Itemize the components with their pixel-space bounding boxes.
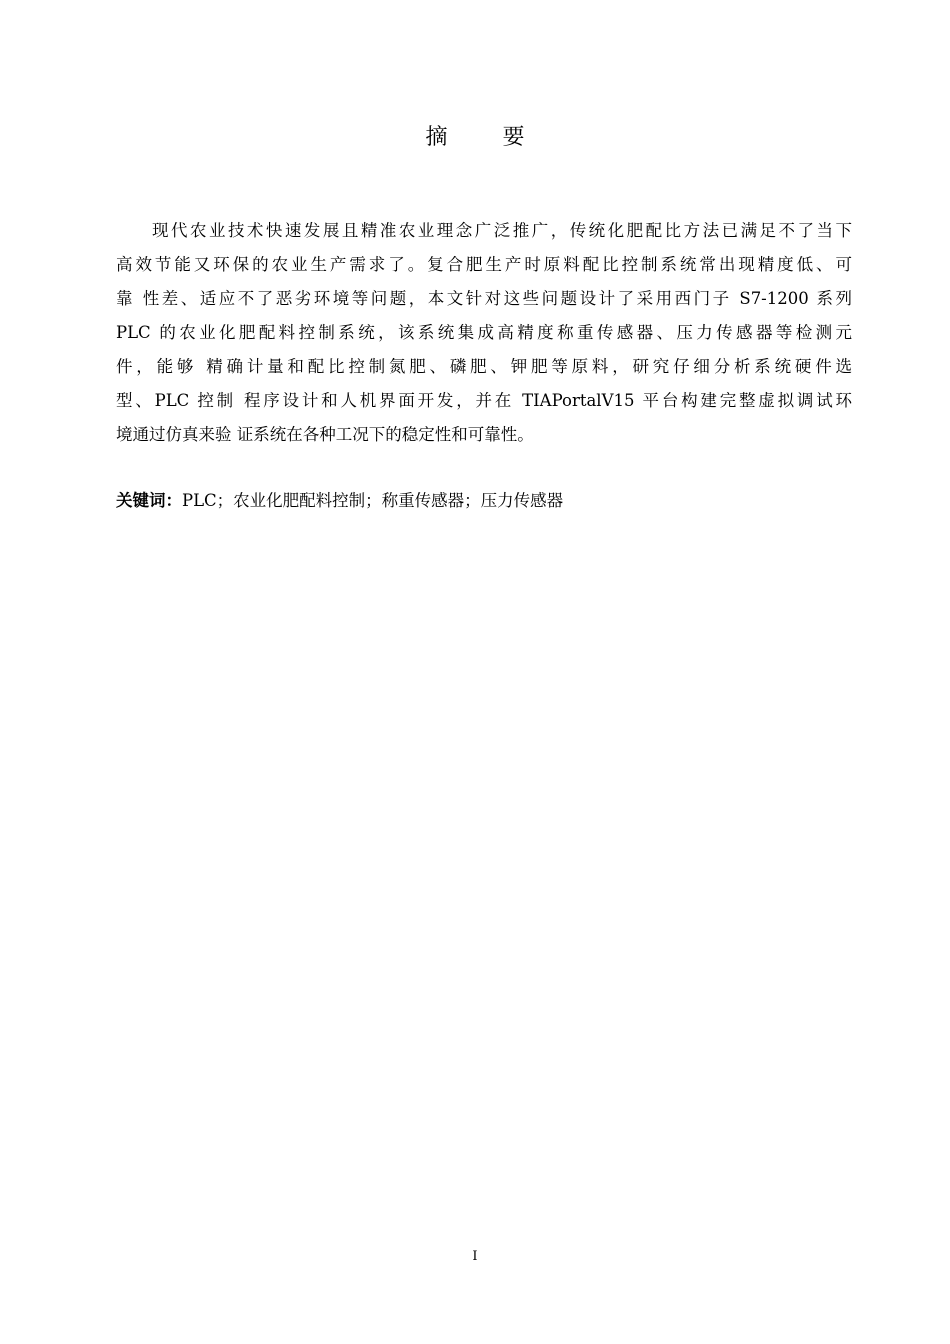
page-title: 摘 要 xyxy=(425,125,549,150)
keywords-text: PLC；农业化肥配料控制；称重传感器；压力传感器 xyxy=(182,491,564,510)
abstract-line: 现代农业技术快速发展且精准农业理念广泛推广，传统化肥配比方法已满足不了当下 xyxy=(152,221,852,240)
keywords-label: 关键词： xyxy=(116,491,182,510)
abstract-line: 靠 性差、适应不了恶劣环境等问题，本文针对这些问题设计了采用西门子 S7-1200 系列 xyxy=(116,289,852,308)
abstract-line: 高效节能又环保的农业生产需求了。复合肥生产时原料配比控制系统常出现精度低、可 xyxy=(116,255,852,274)
abstract-line: 境通过仿真来验 证系统在各种工况下的稳定性和可靠性。 xyxy=(116,425,534,444)
abstract-line: 件，能够 精确计量和配比控制氮肥、磷肥、钾肥等原料，研究仔细分析系统硬件选 xyxy=(116,357,852,376)
page-number: I xyxy=(472,1249,478,1264)
abstract-line: 型、PLC 控制 程序设计和人机界面开发，并在 TIAPortalV15 平台构建完整虚拟调试环 xyxy=(116,391,852,410)
abstract-paragraph xyxy=(116,214,852,452)
keywords xyxy=(116,486,852,516)
abstract-line: PLC 的农业化肥配料控制系统，该系统集成高精度称重传感器、压力传感器等检测元 xyxy=(116,323,852,342)
